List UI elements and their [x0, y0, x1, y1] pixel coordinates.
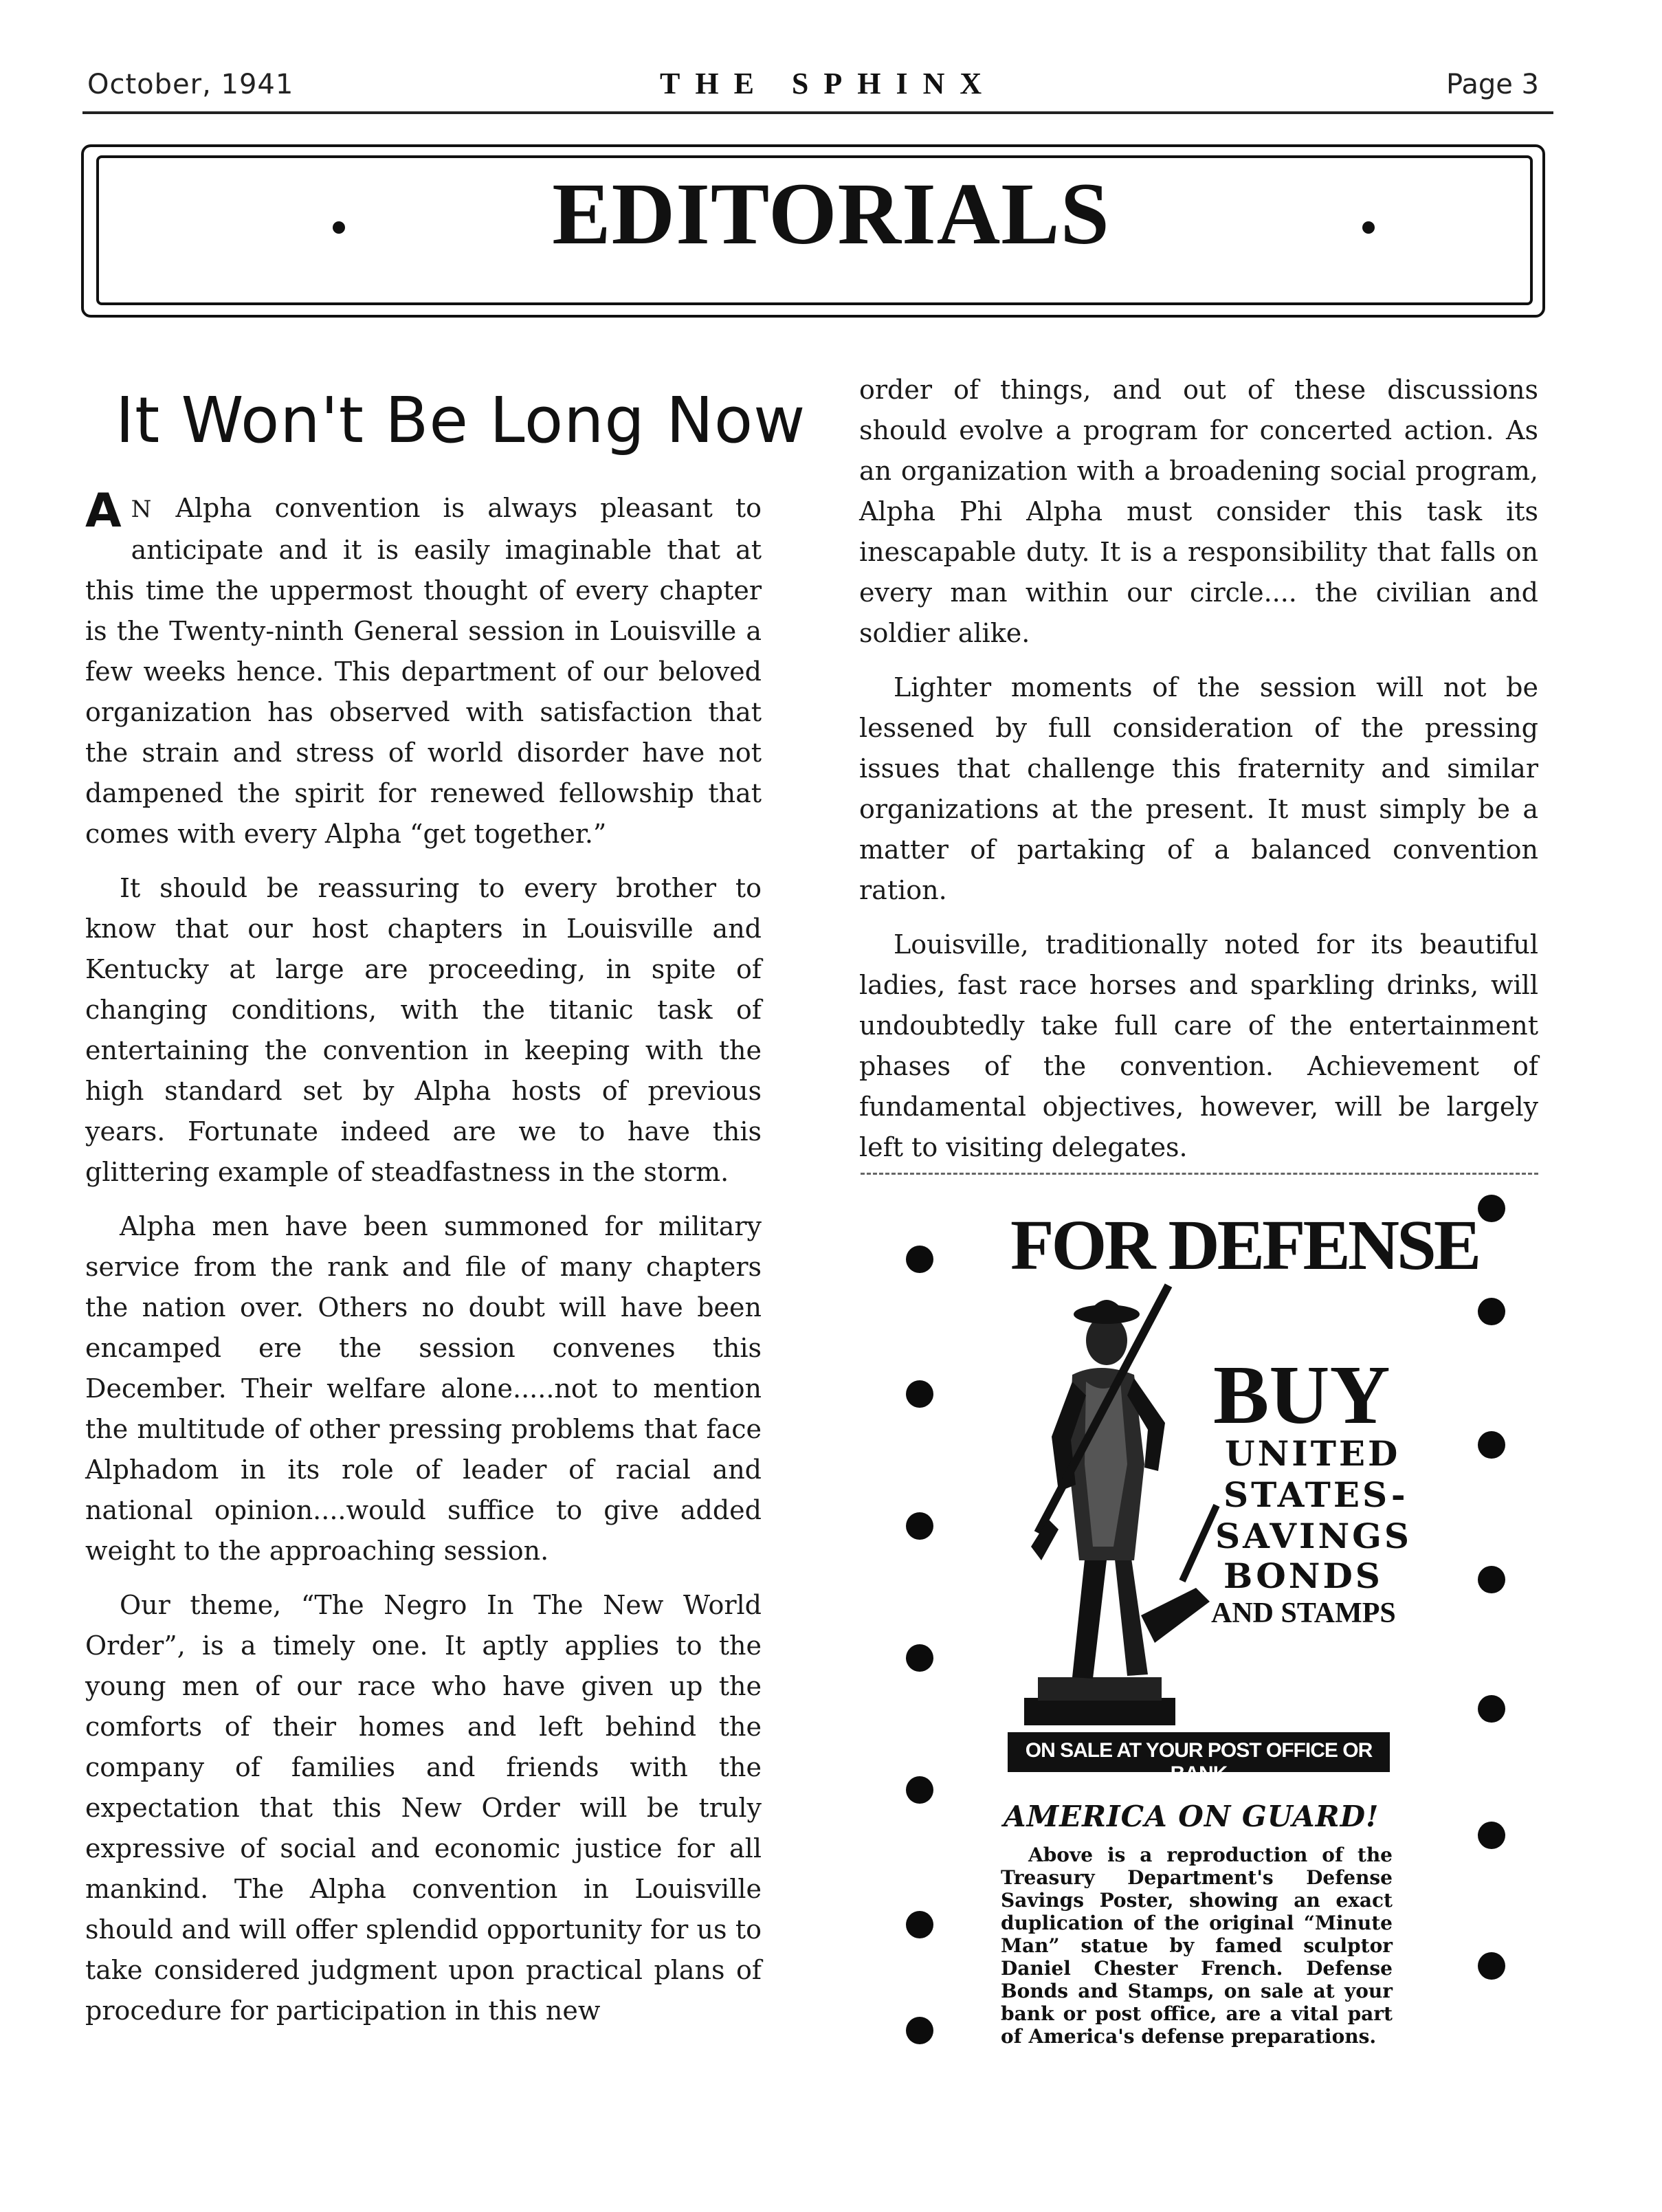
- decorative-dot: [1478, 1195, 1505, 1222]
- section-title: EDITORIALS: [552, 165, 1110, 263]
- decorative-dot: [906, 1380, 933, 1408]
- poster-line: AND STAMPS: [1211, 1597, 1396, 1629]
- caption-heading: AMERICA ON GUARD!: [1004, 1800, 1380, 1833]
- article-column-left: [85, 484, 762, 2045]
- publication-name: THE SPHINX: [660, 67, 997, 100]
- poster-caption: [1001, 1844, 1393, 2048]
- decorative-dot: [1478, 1695, 1505, 1723]
- decorative-dot: [1478, 1952, 1505, 1980]
- decorative-dot: [906, 1644, 933, 1672]
- drop-cap: A: [85, 484, 122, 538]
- poster-title: FOR DEFENSE: [1010, 1206, 1479, 1285]
- article-column-right: [859, 370, 1538, 1182]
- poster-buy: BUY: [1213, 1349, 1390, 1441]
- first-word-rest: N: [131, 496, 153, 523]
- article-paragraph: Our theme, “The Negro In The New World Order”, is a timely one. It aptly applies to the young men of our race who have given up the comforts of their homes and left behind the company of families and friends with the expectation that this New Order will be truly expressive of social and economic justice for all mankind. The Alpha convention in Louisville should and will offer splendid opportunity for us to take considered judgment upon practical plans of procedure for participation in this new: [85, 1590, 762, 2026]
- article-paragraph-continued: order of things, and out of these discussions should evolve a program for concerted action. As an organization with a broadening social program, Alpha Phi Alpha must consider this task its inescapable duty. It is a responsibility that falls on every man within our circle.... the civilian and soldier alike.: [859, 375, 1538, 648]
- minuteman-statue-illustration: [1010, 1258, 1230, 1739]
- article-headline: It Won't Be Long Now: [115, 384, 806, 457]
- decorative-dot: [906, 2017, 933, 2044]
- decorative-dot: [906, 1911, 933, 1938]
- article-paragraph: Louisville, traditionally noted for its beautiful ladies, fast race horses and sparkling drinks, will undoubtedly take full care of the entertainment phases of the convention. Achievement of fundamental objectives, however, will be largely left to visiting delegates.: [859, 929, 1538, 1162]
- poster-line: BONDS: [1223, 1556, 1383, 1596]
- poster-banner-text: ON SALE AT YOUR POST OFFICE OR BANK: [1025, 1739, 1373, 1785]
- poster-line: STATES-: [1223, 1474, 1408, 1515]
- article-paragraph: Lighter moments of the session will not be lessened by full consideration of the pressing issues that challenge this fraternity and similar organizations at the present. It must simply be a matter of partaking of a balanced convention ration.: [859, 672, 1538, 905]
- article-paragraph: It should be reassuring to every brother to know that our host chapters in Louisville and Kentucky at large are proceeding, in spite of changing conditions, with the titanic task of entertaining the convention in keeping with the high standard set by Alpha hosts of previous years. Fortunate indeed are we to have this glittering example of steadfastness in the storm.: [85, 873, 762, 1187]
- poster-line: SAVINGS: [1215, 1516, 1412, 1556]
- decorative-dot: [1478, 1822, 1505, 1849]
- caption-text: Above is a reproduction of the Treasury Department's Defense Savings Poster, showing an exact duplication of the original “Minute Man” statue by famed sculptor Daniel Chester French. Defense Bonds and Stamps, on sale at your bank or post office, are a vital part of America's defense preparations.: [1001, 1844, 1393, 2048]
- first-paragraph-text: Alpha convention is always pleasant to anticipate and it is easily imaginable that at this time the uppermost thought of every chapter is the Twenty-ninth General session in Louisville a few weeks hence. This department of our beloved organization has observed with satisfaction that the strain and stress of world disorder have not dampened the spirit for renewed fellowship that comes with every Alpha “get together.”: [85, 493, 762, 849]
- poster-line: UNITED: [1225, 1433, 1401, 1474]
- issue-date: October, 1941: [87, 69, 294, 100]
- dashed-divider: [861, 1173, 1538, 1175]
- header-rule: [82, 111, 1553, 114]
- decorative-dot: [906, 1246, 933, 1273]
- decorative-dot: [906, 1512, 933, 1540]
- decorative-dot: [1478, 1566, 1505, 1593]
- decorative-dot: [1478, 1431, 1505, 1459]
- article-paragraph: Alpha men have been summoned for military service from the rank and file of many chapters the nation over. Others no doubt will have been encamped ere the session convenes this December. Their welfare alone.....not to mention the multitude of other pressing problems that face Alphadom in its role of leader of racial and national opinion....would suffice to give added weight to the approaching session.: [85, 1211, 762, 1566]
- decorative-dot: [906, 1776, 933, 1804]
- article-paragraph: [85, 484, 762, 854]
- page-number: Page 3: [1446, 69, 1539, 100]
- decorative-dot: [1478, 1298, 1505, 1325]
